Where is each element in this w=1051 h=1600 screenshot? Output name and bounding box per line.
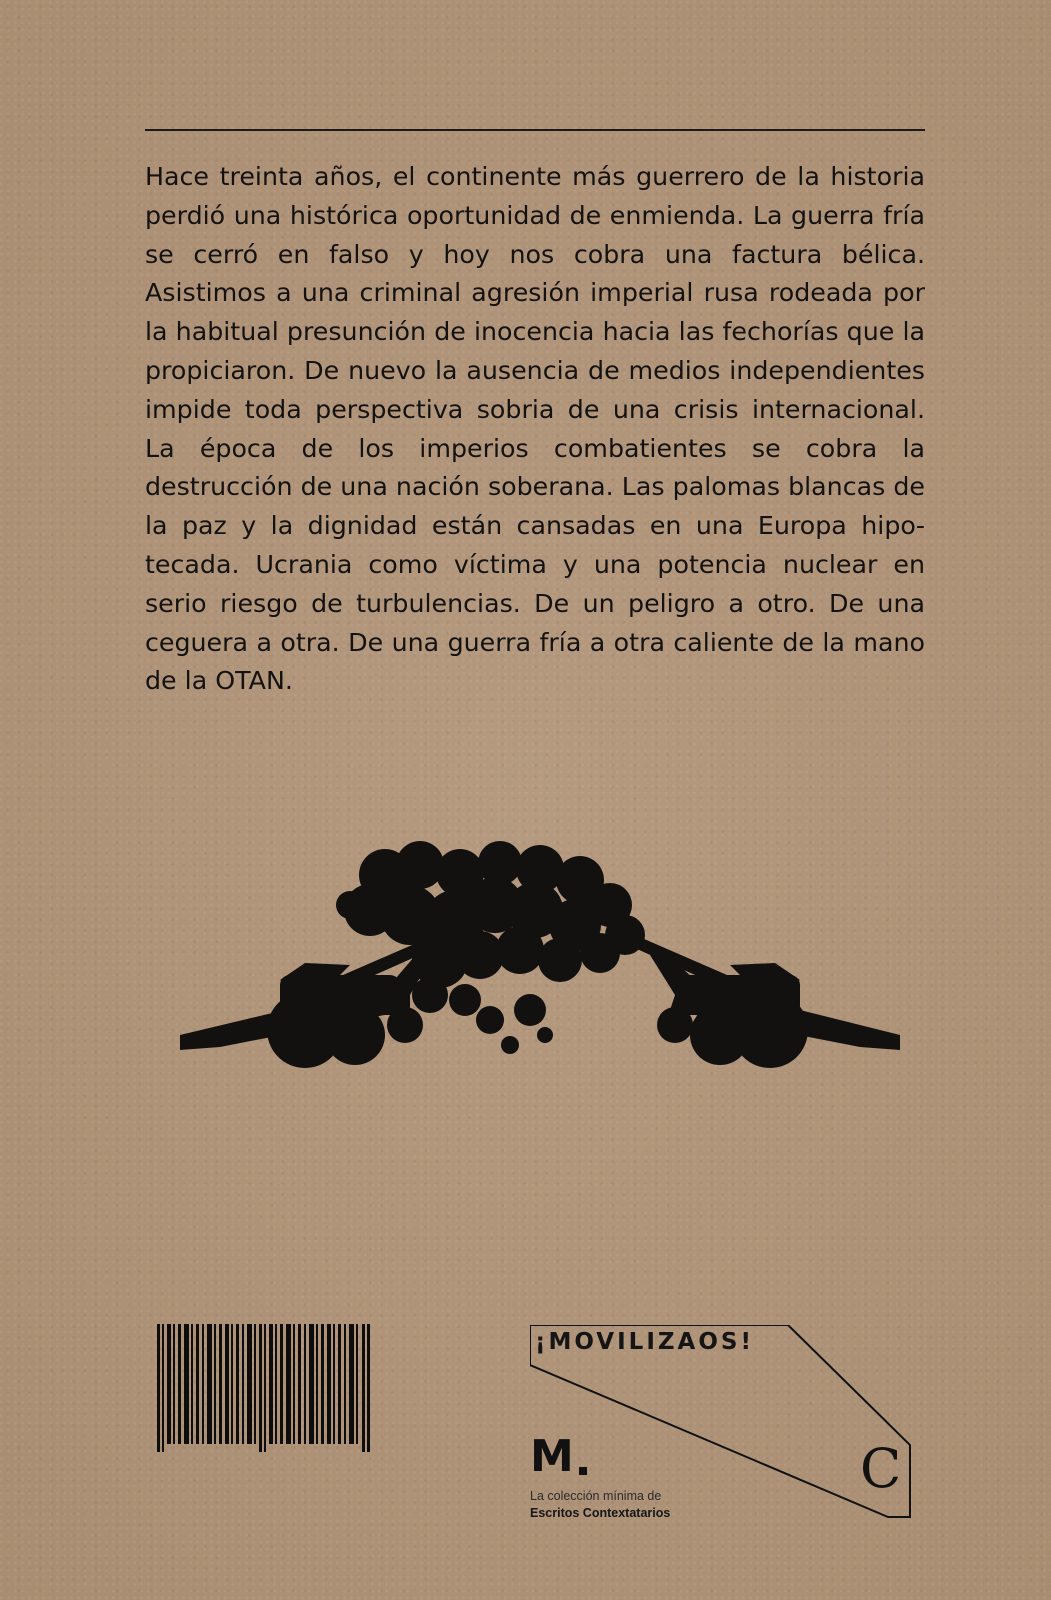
top-rule (145, 129, 925, 131)
collection-tagline-line2: Escritos Contextatarios (530, 1506, 671, 1520)
cannons-and-smoke-illustration (180, 835, 900, 1105)
publisher-mark: M (530, 1431, 574, 1482)
left-cannon-icon (180, 935, 442, 1068)
smoke-cloud-icon (336, 841, 645, 1054)
collection-tagline-line1: La colección mínima de (530, 1489, 662, 1503)
right-cannon-icon (628, 935, 900, 1068)
publisher-dot (579, 1467, 587, 1475)
corner-mark: C (860, 1437, 902, 1500)
collection-title: ¡MOVILIZAOS! (535, 1329, 754, 1355)
collection-logo (530, 1325, 930, 1540)
blurb-text: Hace treinta años, el continente más guerrero de la historia perdió una histórica oportunidad de enmienda. La guerra fría se cerró en falso y hoy nos cobra una factura bélica. Asistimos a una criminal agresión imperial rusa rodeada por la habitual presunción de inocencia hacia las fechorías que la propiciaron. De nuevo la ausencia de medios independientes impide toda perspectiva sobria de una crisis internacional. La época de los imperios combatientes se cobra la destrucción de una nación soberana. Las palomas blancas de la paz y la dignidad están cansadas en una Europa hipotecada. Ucrania como víctima y una potencia nuclear en serio riesgo de turbulencias. De un peligro a otro. De una ceguera a otra. De una guerra fría a otra caliente de la mano de la OTAN. (145, 162, 925, 696)
barcode-icon (157, 1324, 371, 1452)
